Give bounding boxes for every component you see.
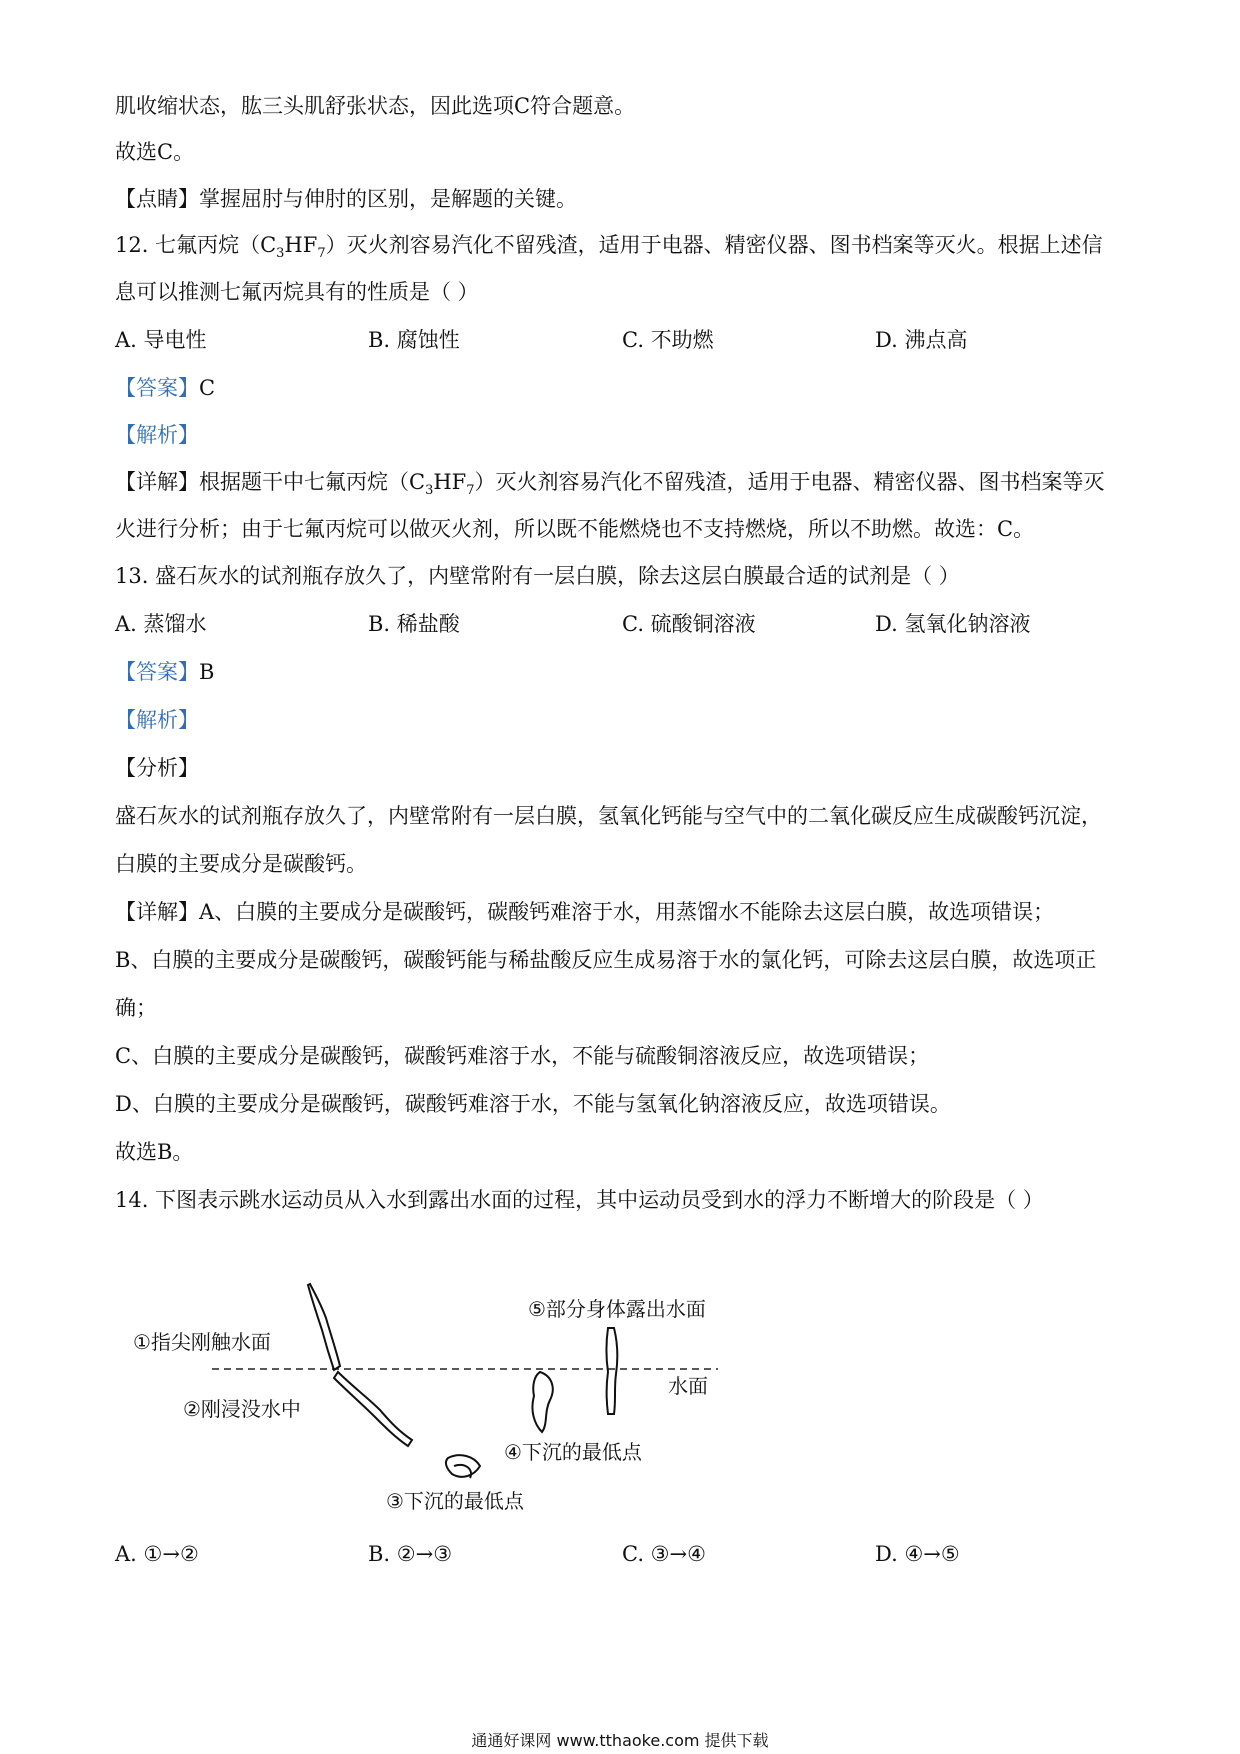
q12-option-c: C. 不助燃 bbox=[622, 328, 714, 352]
answer-13: 【答案】B bbox=[115, 660, 215, 684]
q14-option-a: A. ①→② bbox=[115, 1542, 199, 1566]
figure-label-5: ⑤部分身体露出水面 bbox=[528, 1297, 706, 1321]
detail-13: 【详解】A、白膜的主要成分是碳酸钙，碳酸钙难溶于水，用蒸馏水不能除去这层白膜，故选项错误； bbox=[115, 900, 1055, 924]
q12-option-a: A. 导电性 bbox=[115, 328, 207, 352]
q12-option-b: B. 腐蚀性 bbox=[368, 328, 460, 352]
detail-13-conclusion: 故选B。 bbox=[115, 1140, 194, 1164]
figure-label-2: ②刚浸没水中 bbox=[183, 1397, 301, 1421]
tip-line: 【点睛】掌握屈肘与伸肘的区别，是解题的关键。 bbox=[115, 187, 577, 211]
figure-label-4: ④下沉的最低点 bbox=[504, 1440, 642, 1464]
detail-12: 【详解】根据题干中七氟丙烷$(C_3HF_7)$灭火剂容易汽化不留残渣，适用于电器、精密仪器、图书档案等灭 bbox=[115, 470, 1105, 499]
diver-2 bbox=[334, 1372, 412, 1446]
q14-option-d: D. ④→⑤ bbox=[875, 1542, 960, 1566]
answer-12: 【答案】C bbox=[115, 376, 216, 400]
q13-option-c: C. 硫酸铜溶液 bbox=[622, 612, 756, 636]
water-surface-label: 水面 bbox=[668, 1374, 708, 1398]
detail-13-b-cont: 确； bbox=[115, 996, 157, 1020]
q13-option-a: A. 蒸馏水 bbox=[115, 612, 207, 636]
question-14: 14. 下图表示跳水运动员从入水到露出水面的过程，其中运动员受到水的浮力不断增大的阶段是（ ） bbox=[115, 1188, 1044, 1212]
q13-option-b: B. 稀盐酸 bbox=[368, 612, 460, 636]
question-13: 13. 盛石灰水的试剂瓶存放久了，内壁常附有一层白膜，除去这层白膜最合适的试剂是（ ） bbox=[115, 564, 960, 588]
fenxi-tag: 【分析】 bbox=[115, 756, 199, 780]
page-footer: 通通好课网 www.tthaoke.com 提供下载 bbox=[471, 1731, 769, 1750]
q14-option-b: B. ②→③ bbox=[368, 1542, 453, 1566]
figure-label-1: ①指尖刚触水面 bbox=[133, 1330, 271, 1354]
q14-option-c: C. ③→④ bbox=[622, 1542, 706, 1566]
diver-1 bbox=[308, 1284, 340, 1370]
analysis-tag-12: 【解析】 bbox=[115, 423, 199, 447]
analysis-tag-13: 【解析】 bbox=[115, 708, 199, 732]
fenxi-line: 白膜的主要成分是碳酸钙。 bbox=[115, 852, 367, 876]
detail-12-cont: 火进行分析；由于七氟丙烷可以做灭火剂，所以既不能燃烧也不支持燃烧，所以不助燃。故选：C。 bbox=[115, 517, 1035, 541]
fenxi-line: 盛石灰水的试剂瓶存放久了，内壁常附有一层白膜，氢氧化钙能与空气中的二氧化碳反应生成碳酸钙沉淀， bbox=[115, 804, 1102, 828]
detail-13-d: D、白膜的主要成分是碳酸钙，碳酸钙难溶于水，不能与氢氧化钠溶液反应，故选项错误。 bbox=[115, 1092, 951, 1116]
q12-option-d: D. 沸点高 bbox=[875, 328, 968, 352]
text-line: 故选C。 bbox=[115, 140, 195, 164]
diver-4 bbox=[532, 1372, 552, 1432]
detail-13-b: B、白膜的主要成分是碳酸钙，碳酸钙能与稀盐酸反应生成易溶于水的氯化钙，可除去这层白膜，故选项正 bbox=[115, 948, 1097, 972]
question-12-cont: 息可以推测七氟丙烷具有的性质是（ ） bbox=[115, 280, 479, 304]
figure-label-3: ③下沉的最低点 bbox=[386, 1489, 524, 1513]
question-12: 12. 七氟丙烷$(C_3HF_7)$灭火剂容易汽化不留残渣，适用于电器、精密仪器、图书档案等灭火。根据上述信 bbox=[115, 233, 1103, 262]
q13-option-d: D. 氢氧化钠溶液 bbox=[875, 612, 1031, 636]
diver-3 bbox=[446, 1455, 480, 1478]
diver-5 bbox=[607, 1328, 618, 1414]
text-line: 肌收缩状态，肱三头肌舒张状态，因此选项C符合题意。 bbox=[115, 94, 636, 118]
detail-13-c: C、白膜的主要成分是碳酸钙，碳酸钙难溶于水，不能与硫酸铜溶液反应，故选项错误； bbox=[115, 1044, 930, 1068]
